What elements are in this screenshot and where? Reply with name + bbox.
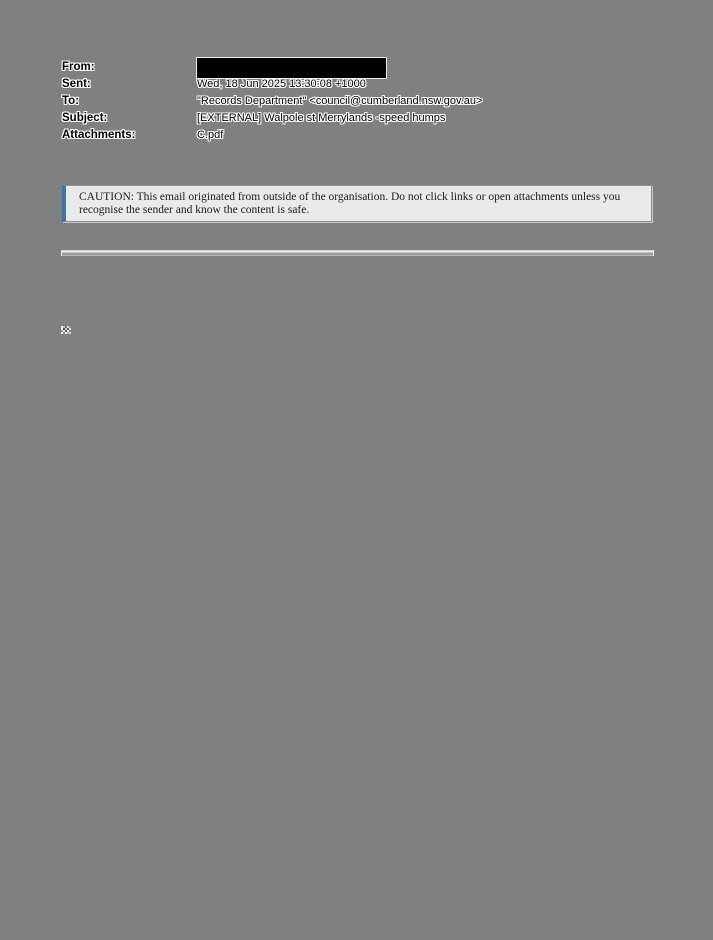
caution-banner-text: CAUTION: This email originated from outside of the organisation. Do not click links or open attachments unless you recognise the sender and know the content is safe. <box>79 191 621 216</box>
header-field-row-to <box>62 94 652 111</box>
subject-label: Subject: <box>62 112 108 124</box>
header-field-row-subject <box>62 111 652 128</box>
external-email-caution-banner <box>62 185 652 222</box>
header-field-row-from <box>62 60 652 77</box>
broken-image-icon <box>61 326 63 328</box>
attachment-file-link[interactable]: C.pdf <box>197 129 224 141</box>
email-header <box>62 60 652 145</box>
to-label: To: <box>62 95 80 107</box>
redacted-from-value <box>197 58 386 78</box>
to-value: "Records Department" <council@cumberland.nsw.gov.au> <box>197 95 483 107</box>
attachments-label: Attachments: <box>62 129 136 141</box>
header-field-row-attachments <box>62 128 652 145</box>
from-label: From: <box>62 61 95 73</box>
sent-label: Sent: <box>62 78 91 90</box>
horizontal-divider <box>61 250 654 256</box>
header-field-row-sent <box>62 77 652 94</box>
subject-value: [EXTERNAL] Walpole st Merrylands -speed humps <box>197 112 446 124</box>
sent-value: Wed, 18 Jun 2025 13:30:08 +1000 <box>197 78 366 90</box>
